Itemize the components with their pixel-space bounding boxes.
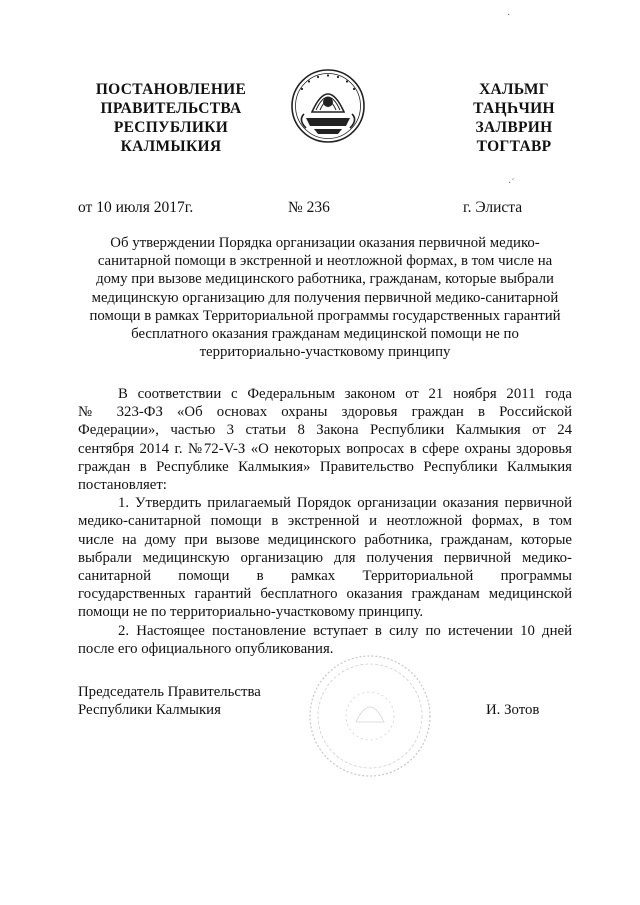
- scan-mark: ·: [507, 10, 511, 21]
- body-line: после его официального опубликования.: [78, 640, 334, 657]
- document-city: г. Элиста: [463, 199, 523, 216]
- body-line: В соответствии с Федеральным законом от 21 ноября 2011 года: [118, 386, 572, 402]
- signature-name: И. Зотов: [486, 702, 540, 718]
- body-line: помощи не по территориально-участковому принципу.: [78, 604, 424, 621]
- header-right-line: ЗАЛВРИН: [475, 119, 553, 136]
- document-title: [72, 234, 578, 361]
- document-number: № 236: [288, 199, 330, 216]
- header-left-line: ПРАВИТЕЛЬСТВА: [100, 100, 242, 117]
- emblem-icon: [290, 68, 366, 144]
- title-line: дому при вызове медицинского работника, гражданам, которые выбрали: [96, 271, 554, 288]
- title-line: территориально-участковому принципу: [199, 344, 451, 361]
- body-line: граждан в Республике Калмыкия» Правительство Республики Калмыкия: [78, 458, 572, 475]
- body-line: сентября 2014 г. №72-V-З «О некоторых вопросах в сфере охраны здоровья: [78, 440, 572, 457]
- signature-position-line: Председатель Правительства: [78, 684, 261, 700]
- title-line: Об утверждении Порядка организации оказания первичной медико-: [110, 235, 540, 251]
- scan-mark: ·ˊ: [508, 178, 515, 189]
- signature-position: [78, 683, 261, 719]
- header-left-line: КАЛМЫКИЯ: [120, 138, 222, 155]
- document-body: [78, 385, 572, 658]
- header-left-line: РЕСПУБЛИКИ: [113, 119, 229, 136]
- header-right-line: ТОГТАВР: [476, 138, 552, 155]
- title-line: медицинскую организацию для получения первичной медико-санитарной: [91, 289, 559, 306]
- title-line: помощи в рамках Территориальной программы государственных гарантий: [89, 307, 561, 324]
- header-left: [78, 80, 264, 156]
- seal-stamp: [306, 652, 434, 780]
- title-line: бесплатного оказания гражданам медицинской помощи не по: [131, 326, 519, 343]
- header-right-line: ТАҢҺЧИН: [473, 100, 555, 117]
- body-line: санитарной помощи в рамках Территориальной программы: [78, 568, 572, 585]
- body-line: числе на дому при вызове медицинского работника, гражданам, которые: [78, 531, 572, 548]
- header-right: [450, 80, 578, 156]
- body-line: 2. Настоящее постановление вступает в силу по истечении 10 дней: [118, 622, 572, 639]
- title-line: санитарной помощи в экстренной и неотложной формах, в том числе на: [97, 253, 553, 270]
- body-line: выбрали медицинскую организацию для получения первичной медико-: [78, 549, 572, 566]
- body-line: государственных гарантий бесплатного оказания гражданам медицинской: [78, 586, 572, 603]
- header-left-line: ПОСТАНОВЛЕНИЕ: [95, 81, 247, 98]
- body-line: медико-санитарной помощи в экстренной и неотложной формах, в том: [78, 513, 572, 530]
- header-right-line: ХАЛЬМГ: [479, 81, 549, 98]
- signature-position-line: Республики Калмыкия: [78, 702, 221, 719]
- body-line: постановляет:: [78, 477, 167, 494]
- document-date: от 10 июля 2017г.: [78, 199, 194, 216]
- body-line: № 323-ФЗ «Об основах охраны здоровья граждан в Российской: [78, 404, 572, 421]
- body-line: 1. Утвердить прилагаемый Порядок организации оказания первичной: [118, 495, 572, 512]
- body-line: Федерации», частью 3 статьи 8 Закона Республики Калмыкия от 24: [78, 422, 572, 439]
